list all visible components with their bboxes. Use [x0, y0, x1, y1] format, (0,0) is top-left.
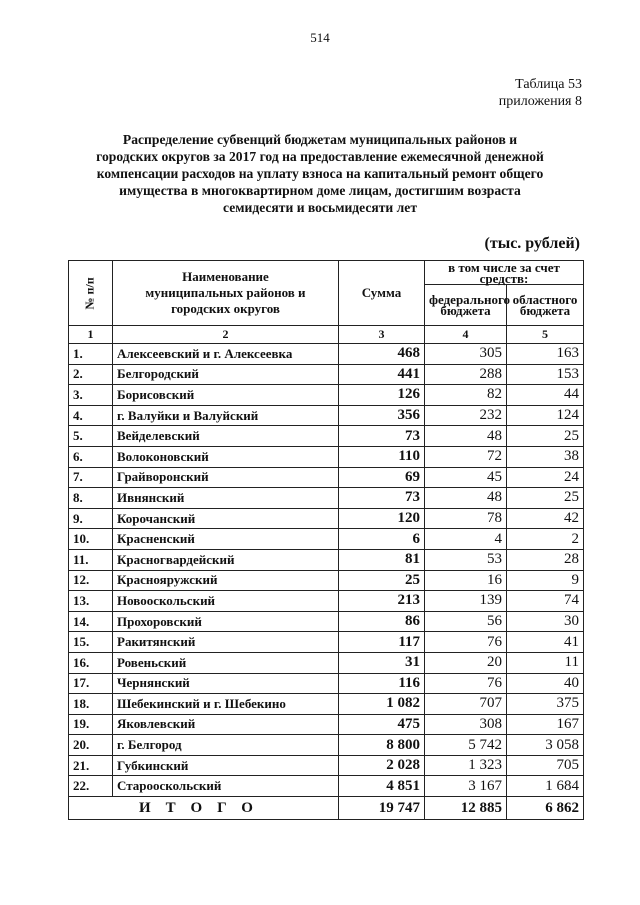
row-number: 5.	[69, 426, 113, 447]
row-federal: 3 167	[425, 776, 507, 797]
table-ref-line: Таблица 53	[515, 77, 582, 92]
title-line: компенсации расходов на уплату взноса на капитальный ремонт общего	[96, 166, 544, 181]
row-sum: 73	[339, 488, 425, 509]
header-name-line: муниципальных районов и	[145, 285, 306, 300]
district-name: Яковлевский	[113, 714, 339, 735]
header-regional	[507, 285, 584, 326]
row-federal: 53	[425, 549, 507, 570]
row-federal: 78	[425, 508, 507, 529]
table-row	[69, 405, 584, 426]
table-row	[69, 488, 584, 509]
district-name: Вейделевский	[113, 426, 339, 447]
row-sum: 116	[339, 673, 425, 694]
row-federal: 56	[425, 611, 507, 632]
row-sum: 1 082	[339, 694, 425, 715]
row-number: 13.	[69, 591, 113, 612]
row-federal: 288	[425, 364, 507, 385]
district-name: Корочанский	[113, 508, 339, 529]
column-number: 3	[339, 326, 425, 344]
row-federal: 4	[425, 529, 507, 550]
row-number: 16.	[69, 652, 113, 673]
row-sum: 81	[339, 549, 425, 570]
row-number: 10.	[69, 529, 113, 550]
row-sum: 213	[339, 591, 425, 612]
table-row	[69, 364, 584, 385]
row-regional: 30	[507, 611, 584, 632]
row-sum: 25	[339, 570, 425, 591]
row-number: 22.	[69, 776, 113, 797]
table-row	[69, 426, 584, 447]
table-row	[69, 735, 584, 756]
table-row	[69, 652, 584, 673]
row-number: 9.	[69, 508, 113, 529]
row-regional: 2	[507, 529, 584, 550]
row-regional: 24	[507, 467, 584, 488]
district-name: Прохоровский	[113, 611, 339, 632]
row-federal: 45	[425, 467, 507, 488]
header-name	[113, 261, 339, 326]
row-federal: 16	[425, 570, 507, 591]
row-sum: 8 800	[339, 735, 425, 756]
table-row	[69, 446, 584, 467]
row-sum: 73	[339, 426, 425, 447]
row-regional: 11	[507, 652, 584, 673]
row-regional: 40	[507, 673, 584, 694]
total-sum: 19 747	[339, 797, 425, 820]
row-number: 20.	[69, 735, 113, 756]
district-name: Алексеевский и г. Алексеевка	[113, 344, 339, 365]
total-label: ИТОГО	[69, 797, 339, 820]
row-regional: 375	[507, 694, 584, 715]
row-sum: 86	[339, 611, 425, 632]
table-row	[69, 776, 584, 797]
district-name: Грайворонский	[113, 467, 339, 488]
row-number: 19.	[69, 714, 113, 735]
row-federal: 5 742	[425, 735, 507, 756]
row-regional: 44	[507, 385, 584, 406]
row-federal: 1 323	[425, 755, 507, 776]
title-line: городских округов за 2017 год на предоставление ежемесячной денежной	[96, 149, 544, 164]
district-name: Новооскольский	[113, 591, 339, 612]
district-name: Волоконовский	[113, 446, 339, 467]
district-name: Чернянский	[113, 673, 339, 694]
row-federal: 139	[425, 591, 507, 612]
district-name: Старооскольский	[113, 776, 339, 797]
row-number: 8.	[69, 488, 113, 509]
row-regional: 42	[507, 508, 584, 529]
title-line: имущества в многоквартирном доме лицам, достигшим возраста	[119, 183, 521, 198]
total-regional: 6 862	[507, 797, 584, 820]
column-numbers-row	[69, 326, 584, 344]
column-number: 1	[69, 326, 113, 344]
row-federal: 20	[425, 652, 507, 673]
row-regional: 9	[507, 570, 584, 591]
units-label: (тыс. рублей)	[484, 235, 580, 252]
row-regional: 167	[507, 714, 584, 735]
header-regional-line: бюджета	[519, 303, 571, 319]
row-number: 4.	[69, 405, 113, 426]
table-row	[69, 385, 584, 406]
district-name: Ракитянский	[113, 632, 339, 653]
header-regional-line: областного	[512, 292, 578, 308]
row-regional: 124	[507, 405, 584, 426]
table-row	[69, 755, 584, 776]
row-number: 1.	[69, 344, 113, 365]
header-federal	[425, 285, 511, 326]
row-sum: 31	[339, 652, 425, 673]
row-sum: 356	[339, 405, 425, 426]
row-federal: 82	[425, 385, 507, 406]
title-line: семидесяти и восьмидесяти лет	[223, 200, 417, 215]
district-name: Губкинский	[113, 755, 339, 776]
row-regional: 1 684	[507, 776, 584, 797]
row-federal: 76	[425, 673, 507, 694]
row-number: 18.	[69, 694, 113, 715]
row-regional: 705	[507, 755, 584, 776]
row-regional: 3 058	[507, 735, 584, 756]
row-federal: 308	[425, 714, 507, 735]
table-ref-line: приложения 8	[498, 94, 582, 109]
table-row	[69, 632, 584, 653]
row-sum: 126	[339, 385, 425, 406]
table-row	[69, 549, 584, 570]
row-number: 11.	[69, 549, 113, 570]
row-federal: 707	[425, 694, 507, 715]
table-row	[69, 344, 584, 365]
row-number: 3.	[69, 385, 113, 406]
row-number: 12.	[69, 570, 113, 591]
district-name: г. Белгород	[113, 735, 339, 756]
column-number: 5	[507, 326, 584, 344]
header-including: в том числе за счет средств:	[425, 261, 584, 285]
row-regional: 38	[507, 446, 584, 467]
header-federal-line: бюджета	[440, 303, 491, 319]
document-title	[60, 131, 580, 216]
row-federal: 305	[425, 344, 507, 365]
title-line: Распределение субвенций бюджетам муниципальных районов и	[122, 132, 518, 147]
column-number: 4	[425, 326, 507, 344]
row-sum: 441	[339, 364, 425, 385]
row-regional: 41	[507, 632, 584, 653]
row-sum: 475	[339, 714, 425, 735]
district-name: Красногвардейский	[113, 549, 339, 570]
page-number: 514	[310, 30, 330, 45]
row-sum: 117	[339, 632, 425, 653]
header-federal-line: федерального	[429, 292, 511, 308]
header-num-label: № п/п	[82, 277, 97, 310]
row-federal: 48	[425, 426, 507, 447]
row-sum: 6	[339, 529, 425, 550]
row-number: 14.	[69, 611, 113, 632]
subsidy-table	[68, 260, 584, 820]
district-name: Красненский	[113, 529, 339, 550]
row-sum: 120	[339, 508, 425, 529]
district-name: Шебекинский и г. Шебекино	[113, 694, 339, 715]
row-regional: 25	[507, 488, 584, 509]
row-number: 17.	[69, 673, 113, 694]
district-name: Ровеньский	[113, 652, 339, 673]
row-number: 21.	[69, 755, 113, 776]
table-row	[69, 591, 584, 612]
header-sum: Сумма	[339, 261, 425, 326]
district-name: Ивнянский	[113, 488, 339, 509]
row-number: 6.	[69, 446, 113, 467]
table-row	[69, 673, 584, 694]
table-reference	[499, 76, 582, 110]
header-name-line: Наименование	[182, 269, 269, 284]
table-row	[69, 529, 584, 550]
row-federal: 76	[425, 632, 507, 653]
table-body	[69, 344, 584, 797]
row-federal: 72	[425, 446, 507, 467]
table-row	[69, 467, 584, 488]
column-number: 2	[113, 326, 339, 344]
row-sum: 468	[339, 344, 425, 365]
header-name-line: городских округов	[171, 301, 280, 316]
row-regional: 153	[507, 364, 584, 385]
district-name: Борисовский	[113, 385, 339, 406]
row-regional: 163	[507, 344, 584, 365]
row-sum: 69	[339, 467, 425, 488]
row-federal: 48	[425, 488, 507, 509]
table-row	[69, 570, 584, 591]
table-row	[69, 611, 584, 632]
total-row	[69, 797, 584, 820]
row-regional: 28	[507, 549, 584, 570]
row-number: 15.	[69, 632, 113, 653]
header-num	[69, 261, 113, 326]
table-row	[69, 694, 584, 715]
row-regional: 74	[507, 591, 584, 612]
row-federal: 232	[425, 405, 507, 426]
table-row	[69, 714, 584, 735]
row-sum: 4 851	[339, 776, 425, 797]
row-sum: 110	[339, 446, 425, 467]
district-name: Краснояружский	[113, 570, 339, 591]
total-federal: 12 885	[425, 797, 507, 820]
row-number: 7.	[69, 467, 113, 488]
district-name: Белгородский	[113, 364, 339, 385]
row-regional: 25	[507, 426, 584, 447]
row-number: 2.	[69, 364, 113, 385]
row-sum: 2 028	[339, 755, 425, 776]
table-row	[69, 508, 584, 529]
district-name: г. Валуйки и Валуйский	[113, 405, 339, 426]
